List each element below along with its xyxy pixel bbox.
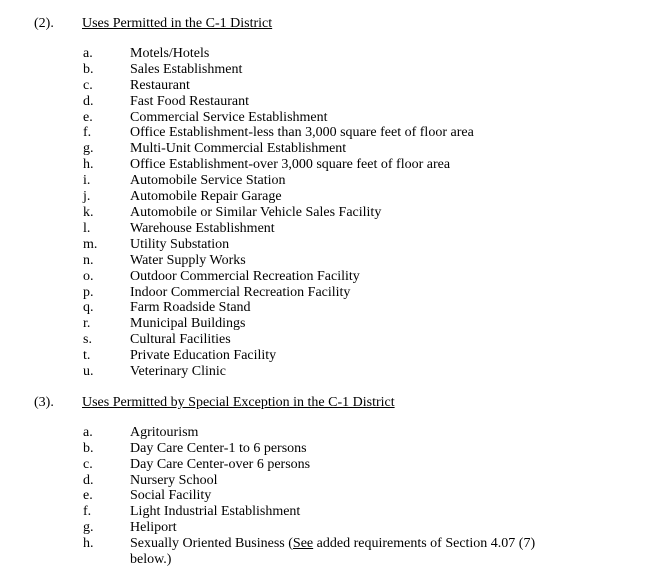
list-item xyxy=(83,110,646,126)
list-item xyxy=(83,488,646,504)
list-item xyxy=(83,425,646,441)
list-item xyxy=(83,141,646,157)
item-text: Fast Food Restaurant xyxy=(130,93,249,109)
list-item xyxy=(83,78,646,94)
item-letter: d. xyxy=(83,472,94,488)
underlined-text: See xyxy=(292,536,314,552)
item-letter: a. xyxy=(83,45,93,61)
list-item xyxy=(83,46,646,62)
item-text: Agritourism xyxy=(130,424,199,440)
item-list xyxy=(83,46,646,380)
item-list xyxy=(83,425,646,568)
item-text: Municipal Buildings xyxy=(130,316,246,332)
item-text: Social Facility xyxy=(130,488,212,504)
item-letter: j. xyxy=(83,189,91,205)
item-letter: b. xyxy=(83,440,94,456)
list-item xyxy=(83,125,646,141)
item-letter: i. xyxy=(83,173,91,189)
item-letter: e. xyxy=(83,109,93,125)
item-letter: d. xyxy=(83,93,94,109)
item-text: Outdoor Commercial Recreation Facility xyxy=(130,268,360,284)
list-item xyxy=(83,300,646,316)
list-item xyxy=(83,205,646,221)
section xyxy=(34,16,646,380)
item-text: Multi-Unit Commercial Establishment xyxy=(130,141,347,157)
list-item xyxy=(83,285,646,301)
item-text: Indoor Commercial Recreation Facility xyxy=(130,284,351,300)
item-text: Veterinary Clinic xyxy=(130,364,227,380)
list-item xyxy=(83,473,646,489)
item-text: Water Supply Works xyxy=(130,252,246,268)
item-text: Automobile Repair Garage xyxy=(130,189,282,205)
list-item xyxy=(83,332,646,348)
section-number: (3). xyxy=(34,394,54,410)
item-letter: g. xyxy=(83,141,94,157)
list-item xyxy=(83,253,646,269)
section-heading-row xyxy=(34,16,646,32)
item-text: Sales Establishment xyxy=(130,61,243,77)
item-text: Cultural Facilities xyxy=(130,332,231,348)
list-item xyxy=(83,62,646,78)
item-letter: n. xyxy=(83,252,94,268)
item-letter: s. xyxy=(83,332,92,348)
item-text: Automobile or Similar Vehicle Sales Facility xyxy=(130,204,382,220)
list-item xyxy=(83,237,646,253)
list-item xyxy=(83,189,646,205)
item-text: Utility Substation xyxy=(130,236,230,252)
text-segment: below.) xyxy=(130,552,172,568)
list-item xyxy=(83,316,646,332)
item-letter: l. xyxy=(83,220,91,236)
item-text: Farm Roadside Stand xyxy=(130,300,251,316)
list-item xyxy=(83,520,646,536)
item-text: Commercial Service Establishment xyxy=(130,109,328,125)
item-letter: h. xyxy=(83,536,94,552)
item-text: Office Establishment-over 3,000 square feet of floor area xyxy=(130,157,451,173)
list-item xyxy=(83,173,646,189)
list-item xyxy=(83,221,646,237)
section-heading-row xyxy=(34,395,646,411)
section xyxy=(34,395,646,568)
item-letter: u. xyxy=(83,364,94,380)
item-letter: a. xyxy=(83,424,93,440)
item-letter: t. xyxy=(83,348,91,364)
list-item xyxy=(83,457,646,473)
item-text: Day Care Center-over 6 persons xyxy=(130,456,311,472)
list-item xyxy=(83,348,646,364)
item-text: Restaurant xyxy=(130,77,190,93)
item-text: Light Industrial Establishment xyxy=(130,504,301,520)
item-letter: f. xyxy=(83,504,92,520)
item-letter: g. xyxy=(83,520,94,536)
item-letter: h. xyxy=(83,157,94,173)
item-text: Motels/Hotels xyxy=(130,45,210,61)
list-item xyxy=(83,441,646,457)
item-letter: b. xyxy=(83,61,94,77)
item-text: Heliport xyxy=(130,520,177,536)
item-letter: c. xyxy=(83,77,93,93)
text-segment: added requirements of Section 4.07 (7) xyxy=(313,536,536,552)
item-letter: c. xyxy=(83,456,93,472)
item-letter: k. xyxy=(83,204,94,220)
item-text: Day Care Center-1 to 6 persons xyxy=(130,440,307,456)
list-item xyxy=(83,504,646,520)
item-letter: e. xyxy=(83,488,93,504)
section-heading: Uses Permitted in the C-1 District xyxy=(82,16,273,31)
item-text: Private Education Facility xyxy=(130,348,277,364)
item-letter: o. xyxy=(83,268,94,284)
list-item xyxy=(83,157,646,173)
item-text: Office Establishment-less than 3,000 square feet of floor area xyxy=(130,125,474,141)
item-text xyxy=(130,536,535,568)
list-item xyxy=(83,536,646,568)
section-number: (2). xyxy=(34,16,54,31)
item-text: Warehouse Establishment xyxy=(130,220,275,236)
item-text: Nursery School xyxy=(130,472,218,488)
item-letter: r. xyxy=(83,316,91,332)
item-letter: f. xyxy=(83,125,92,141)
list-item xyxy=(83,269,646,285)
item-text: Automobile Service Station xyxy=(130,173,286,189)
list-item xyxy=(83,364,646,380)
item-letter: q. xyxy=(83,300,94,316)
section-heading: Uses Permitted by Special Exception in the C-1 District xyxy=(82,394,395,410)
text-segment: Sexually Oriented Business ( xyxy=(130,536,293,552)
item-letter: p. xyxy=(83,284,94,300)
list-item xyxy=(83,94,646,110)
item-letter: m. xyxy=(83,236,98,252)
